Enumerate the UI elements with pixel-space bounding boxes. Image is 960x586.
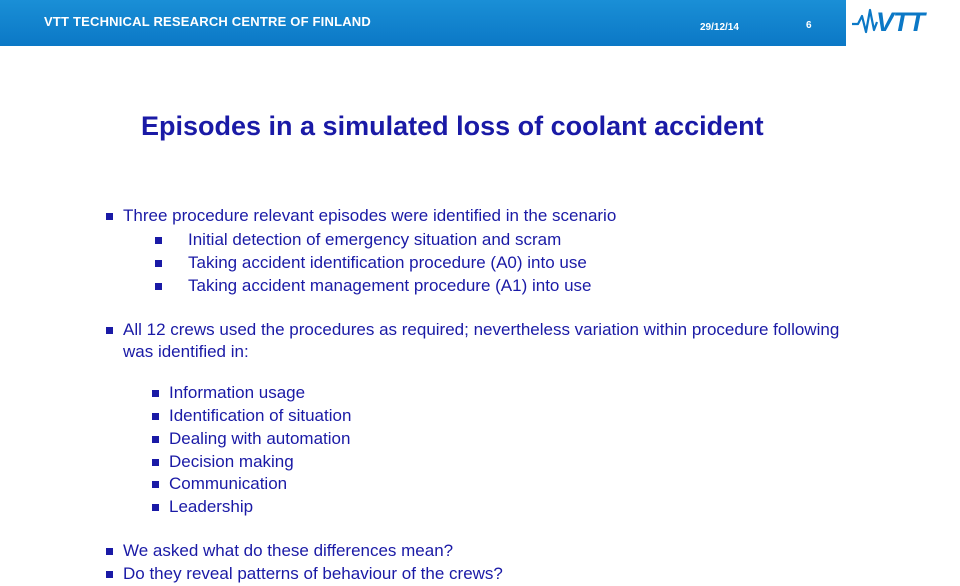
square-bullet-icon xyxy=(106,327,113,334)
square-bullet-icon xyxy=(106,571,113,578)
bullet-text: All 12 crews used the procedures as required; nevertheless variation within procedure following was identified in: xyxy=(123,320,840,361)
sub-bullet-text: Decision making xyxy=(169,452,294,471)
organization-name: VTT TECHNICAL RESEARCH CENTRE OF FINLAND xyxy=(44,14,371,29)
bullet-item xyxy=(123,563,503,585)
sub-bullet-text: Taking accident identification procedure (A0) into use xyxy=(188,253,587,272)
sub-bullet-item xyxy=(169,428,350,450)
sub-bullet-text: Taking accident management procedure (A1) into use xyxy=(188,276,592,295)
bullet-text: Do they reveal patterns of behaviour of the crews? xyxy=(123,564,503,583)
bullet-item xyxy=(123,205,616,227)
bullet-item xyxy=(123,319,843,363)
sub-bullet-text: Information usage xyxy=(169,383,306,402)
sub-bullet-item xyxy=(188,252,587,274)
vtt-logo xyxy=(846,0,960,46)
sub-bullet-text: Dealing with automation xyxy=(169,429,351,448)
slide-date: 29/12/14 xyxy=(700,22,739,33)
square-bullet-icon xyxy=(155,283,162,290)
square-bullet-icon xyxy=(106,548,113,555)
sub-bullet-text: Identification of situation xyxy=(169,406,352,425)
square-bullet-icon xyxy=(152,459,159,466)
square-bullet-icon xyxy=(155,260,162,267)
sub-bullet-item xyxy=(169,496,253,518)
sub-bullet-item xyxy=(169,451,294,473)
logo-wordmark: VTT xyxy=(876,7,924,37)
sub-bullet-text: Communication xyxy=(169,474,288,493)
sub-bullet-text: Leadership xyxy=(169,497,254,516)
square-bullet-icon xyxy=(155,237,162,244)
bullet-text: Three procedure relevant episodes were identified in the scenario xyxy=(123,206,617,225)
square-bullet-icon xyxy=(106,213,113,220)
slide-header xyxy=(0,0,960,46)
sub-bullet-item xyxy=(169,405,351,427)
square-bullet-icon xyxy=(152,436,159,443)
square-bullet-icon xyxy=(152,390,159,397)
slide-title: Episodes in a simulated loss of coolant accident xyxy=(141,111,764,141)
sub-bullet-item xyxy=(169,382,305,404)
sub-bullet-item xyxy=(188,275,592,297)
square-bullet-icon xyxy=(152,413,159,420)
sub-bullet-item xyxy=(188,229,561,251)
square-bullet-icon xyxy=(152,481,159,488)
page-number: 6 xyxy=(806,20,812,31)
square-bullet-icon xyxy=(152,504,159,511)
bullet-item xyxy=(123,540,453,562)
bullet-text: We asked what do these differences mean? xyxy=(123,541,454,560)
sub-bullet-item xyxy=(169,473,287,495)
sub-bullet-text: Initial detection of emergency situation and scram xyxy=(188,230,562,249)
